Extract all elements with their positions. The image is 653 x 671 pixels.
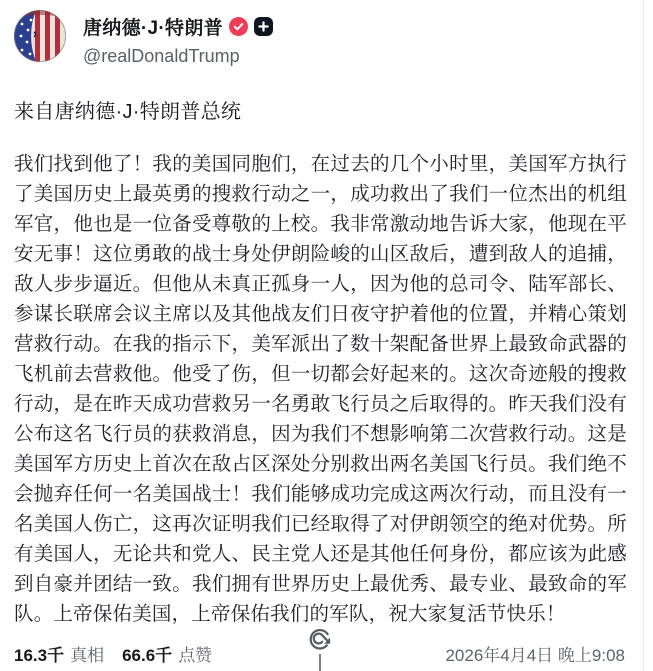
identity-block	[83, 10, 273, 67]
post-footer	[14, 635, 625, 671]
verified-badge-icon	[229, 17, 248, 36]
retruth-count[interactable]: 16.3千	[14, 645, 65, 665]
avatar[interactable]	[14, 10, 66, 62]
icon-stem	[319, 654, 321, 671]
likes-label[interactable]: 点赞	[178, 645, 213, 665]
display-name[interactable]: 唐纳德·J·特朗普	[83, 18, 223, 39]
engagement-stats	[14, 641, 224, 666]
retruth-icon[interactable]	[307, 627, 333, 671]
flag-face-image	[14, 10, 66, 62]
plus-badge-icon	[254, 17, 273, 36]
timestamp: 2026年4月4日 晚上9:08	[445, 645, 625, 665]
post-header	[14, 10, 625, 67]
source-line: 来自唐纳德·J·特朗普总统	[14, 101, 242, 123]
post-body: 我们找到他了！我的美国同胞们，在过去的几个小时里，美国军方执行了美国历史上最英勇的搜救行动之一，成功救出了我们一位杰出的机组军官，他也是一位备受尊敬的上校。我非常激动地告诉大家，他现在平安无事！这位勇敢的战士身处伊朗险峻的山区敌后，遭到敌人的追捕，敌人步步逼近。但他从未真正孤身一人，因为他的总司令、陆军部长、参谋长联席会议主席以及其他战友们日夜守护着他的位置，并精心策划营救行动。在我的指示下，美军派出了数十架配备世界上最致命武器的飞机前去营救他。他受了伤，但一切都会好起来的。这次奇迹般的搜救行动，是在昨天成功营救另一名勇敢飞行员之后取得的。昨天我们没有公布这名飞行员的获救消息，因为我们不想影响第二次营救行动。这是美国军方历史上首次在敌占区深处分别救出两名美国飞行员。我们绝不会抛弃任何一名美国战士！我们能够成功完成这两次行动，而且没有一名美国人伤亡，这再次证明我们已经取得了对伊朗领空的绝对优势。所有美国人，无论共和党人、民主党人还是其他任何身份，都应该为此感到自豪并团结一致。我们拥有世界历史上最优秀、最专业、最致命的军队。上帝保佑美国，上帝保佑我们的军队，祝大家复活节快乐！	[14, 153, 627, 625]
retruth-label[interactable]: 真相	[70, 645, 105, 665]
circular-arrow-icon	[307, 627, 333, 653]
likes-count[interactable]: 66.6千	[122, 645, 173, 665]
user-handle[interactable]: @realDonaldTrump	[83, 46, 240, 66]
